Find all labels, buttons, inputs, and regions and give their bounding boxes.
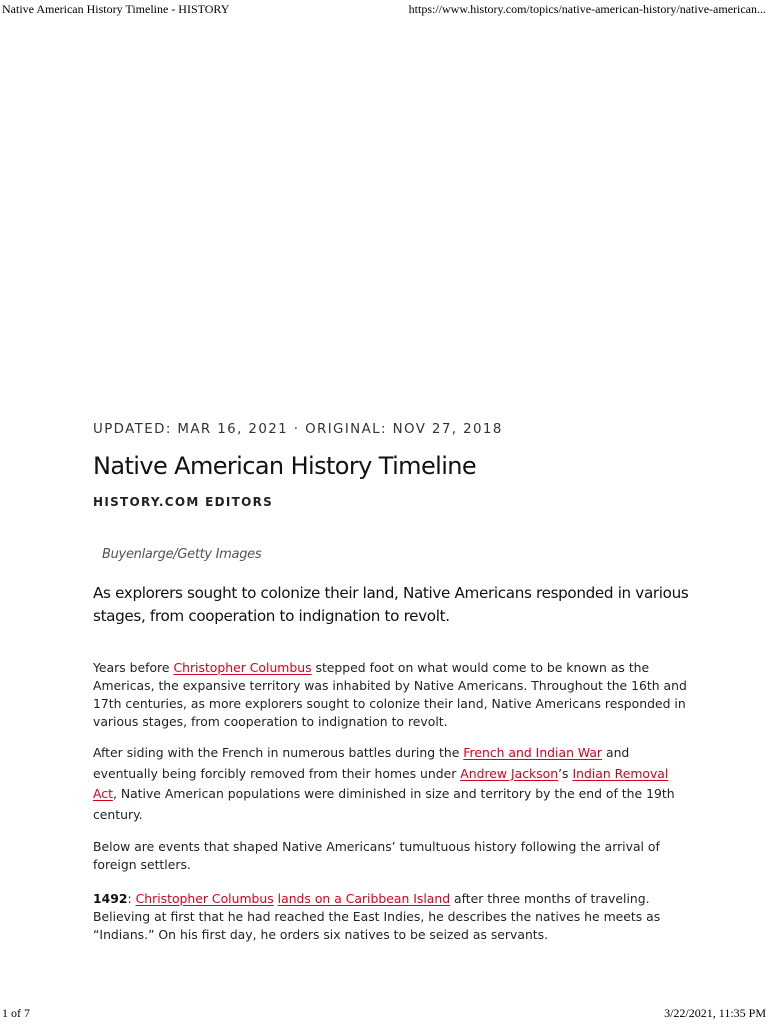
print-header (0, 2, 768, 16)
text-span: after three months of traveling. Believing at first that he had reached the East Indies, he describes the natives he meets as “Indians.” On his first day, he orders six natives to be seized as servants. (93, 891, 661, 942)
link-christopher-columbus[interactable]: Christopher Columbus (135, 891, 274, 906)
article-dates: UPDATED: MAR 16, 2021 · ORIGINAL: NOV 27, 2018 (93, 422, 503, 437)
print-page-title: Native American History Timeline - HISTORY (2, 2, 230, 16)
body-paragraph-events-intro: Below are events that shaped Native Americans’ tumultuous history following the arrival of foreign settlers. (93, 839, 660, 872)
text-span: ’s (558, 765, 573, 781)
text-span: After siding with the French in numerous battles during the (93, 745, 464, 760)
timeline-year: 1492 (93, 891, 128, 906)
body-paragraph-removal (93, 743, 693, 825)
article-dek: As explorers sought to colonize their land, Native Americans responded in various stages, from cooperation to indignation to revolt. (93, 584, 689, 625)
print-datetime: 3/22/2021, 11:35 PM (664, 1006, 766, 1020)
text-span: , Native American populations were diminished in size and territory by the end of the 19th century. (93, 786, 675, 822)
text-span: stepped foot on what would come to be known as the Americas, the expansive territory was inhabited by Native Americans. Throughout the 16th and 17th centuries, as more explorers sought to colonize their land, Native Americans responded in various stages, from cooperation to indignation to revolt. (93, 660, 687, 729)
text-span: and eventually being forcibly removed from their homes under (93, 745, 630, 781)
text-span: : (127, 891, 136, 906)
print-footer (0, 1006, 768, 1020)
timeline-entry-1492 (93, 890, 693, 944)
image-credit: Buyenlarge/Getty Images (102, 547, 262, 562)
page-title: Native American History Timeline (93, 452, 477, 480)
link-lands-on-caribbean-island[interactable]: lands on a Caribbean Island (277, 891, 451, 906)
text-span: Years before (93, 660, 174, 675)
article-author: HISTORY.COM EDITORS (93, 495, 274, 509)
link-french-and-indian-war[interactable]: French and Indian War (463, 745, 603, 760)
link-indian-removal-act[interactable]: Indian Removal Act (93, 765, 669, 801)
link-christopher-columbus[interactable]: Christopher Columbus (173, 660, 312, 675)
article (93, 420, 693, 944)
print-page-url: https://www.history.com/topics/native-american-history/native-american... (408, 2, 766, 16)
body-paragraph-intro (93, 659, 693, 731)
link-andrew-jackson[interactable]: Andrew Jackson (460, 765, 559, 781)
print-page-number: 1 of 7 (2, 1006, 30, 1020)
